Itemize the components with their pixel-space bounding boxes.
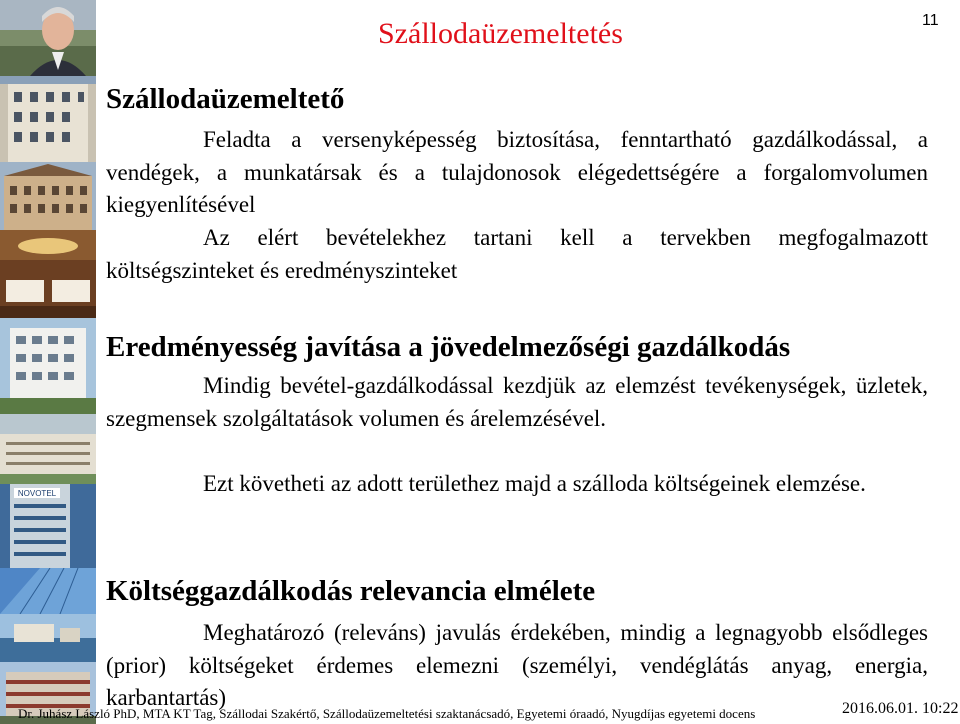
hotel-facade-photo	[0, 76, 96, 162]
hotel-building-photo	[0, 162, 96, 230]
lakeside-photo	[0, 614, 96, 662]
photo-strip	[0, 0, 96, 724]
svg-text:NOVOTEL: NOVOTEL	[17, 489, 57, 498]
restaurant-interior-photo	[0, 230, 96, 318]
paragraph: Ezt követheti az adott területhez majd a szálloda költségeinek elemzése.	[203, 471, 866, 496]
paragraph: Feladta a versenyképesség biztosítása, fenntartható gazdálkodással, a vendégek, a munkatársak és a tulajdonosok elégedettségére a forgalomvolumen kiegyenlítésével	[106, 127, 928, 218]
section-heading-operator: Szállodaüzemeltető	[106, 83, 345, 115]
spa-hotel-photo	[0, 414, 96, 484]
white-hotel-photo	[0, 318, 96, 414]
paragraph: Az elért bevételekhez tartani kell a tervekben megfogalmazott költségszinteket és eredményszinteket	[106, 225, 928, 283]
novotel-photo	[0, 484, 96, 568]
glass-tower-photo	[0, 568, 96, 614]
section-heading-profitability: Eredményesség javítása a jövedelmezőségi gazdálkodás	[106, 331, 791, 363]
portrait-photo	[0, 0, 96, 76]
slide-title: Szállodaüzemeltetés	[378, 17, 623, 50]
section-heading-cost-relevance: Költséggazdálkodás relevancia elmélete	[106, 575, 596, 607]
paragraph: Meghatározó (releváns) javulás érdekében, mindig a legnagyobb elsődleges (prior) költségeket érdemes elemezni (személyi, vendéglátás anyag, energia, karbantartás)	[106, 620, 928, 711]
paragraph: Mindig bevétel-gazdálkodással kezdjük az elemzést tevékenységek, üzletek, szegmensek szolgáltatások volumen és árelemzésével.	[106, 373, 928, 431]
footer-author: Dr. Juhász László PhD, MTA KT Tag, Szállodai Szakértő, Szállodaüzemeltetési szaktanácsadó, Egyetemi óraadó, Nyugdíjas egyetemi docens	[18, 706, 756, 721]
slide-number: 11	[922, 12, 939, 29]
footer-date: 2016.06.01. 10:22	[842, 700, 959, 717]
